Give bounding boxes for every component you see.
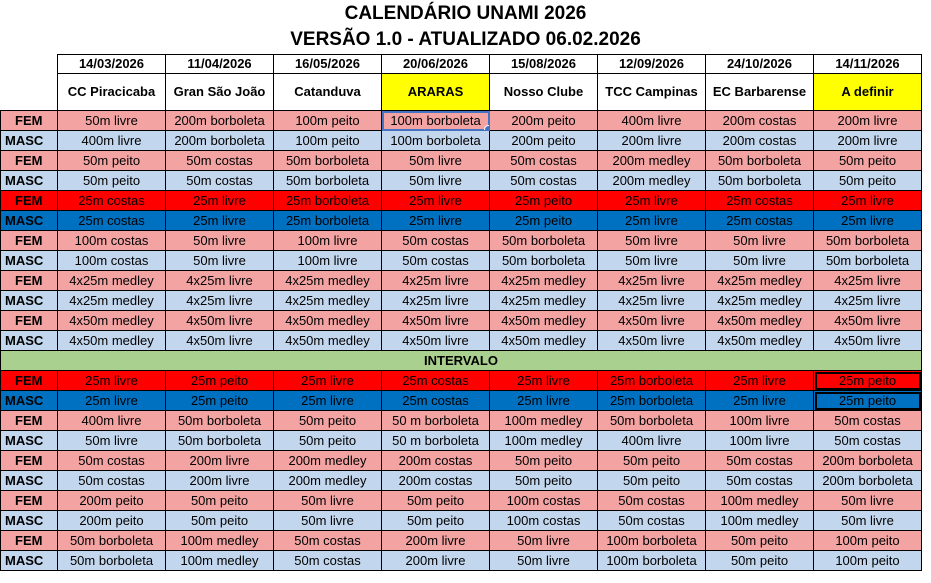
table-row	[1, 331, 922, 351]
event-cell[interactable]: 50 m borboleta	[382, 411, 490, 431]
event-cell[interactable]: 4x50m medley	[490, 311, 598, 331]
table-row	[1, 491, 922, 511]
event-cell[interactable]: 4x25m livre	[814, 271, 922, 291]
event-cell[interactable]: 100m costas	[58, 251, 166, 271]
event-cell[interactable]: 50m borboleta	[598, 411, 706, 431]
calendar-table	[0, 54, 922, 571]
event-cell[interactable]: 50m peito	[490, 451, 598, 471]
event-cell[interactable]: 400m livre	[598, 111, 706, 131]
gender-label[interactable]: MASC	[1, 391, 58, 411]
event-cell[interactable]: 50m costas	[274, 551, 382, 571]
event-cell[interactable]: 100m livre	[706, 431, 814, 451]
table-row	[1, 191, 922, 211]
event-cell[interactable]: 100m peito	[814, 551, 922, 571]
venue-cell[interactable]: ARARAS	[382, 74, 490, 111]
date-cell[interactable]: 11/04/2026	[166, 55, 274, 74]
event-cell[interactable]: 100m costas	[58, 231, 166, 251]
event-cell[interactable]: 4x50m livre	[382, 311, 490, 331]
event-cell[interactable]: 50m borboleta	[166, 431, 274, 451]
event-cell[interactable]: 200m borboleta	[814, 451, 922, 471]
event-cell[interactable]: 200m livre	[166, 471, 274, 491]
gender-label[interactable]: MASC	[1, 431, 58, 451]
event-cell[interactable]: 50m peito	[598, 451, 706, 471]
event-cell[interactable]: 100m costas	[490, 491, 598, 511]
event-cell[interactable]: 100m peito	[274, 111, 382, 131]
event-cell[interactable]: 50m costas	[382, 231, 490, 251]
table-row	[1, 511, 922, 531]
event-cell[interactable]: 50m livre	[490, 551, 598, 571]
gender-label[interactable]: FEM	[1, 491, 58, 511]
event-cell[interactable]: 25m peito	[166, 371, 274, 391]
table-row	[1, 111, 922, 131]
event-cell[interactable]: 50m livre	[814, 511, 922, 531]
event-cell[interactable]: 25m livre	[58, 391, 166, 411]
event-cell[interactable]: 25m costas	[382, 371, 490, 391]
event-cell[interactable]: 50m borboleta	[814, 251, 922, 271]
event-cell[interactable]: 200m costas	[706, 131, 814, 151]
event-cell[interactable]: 100m livre	[274, 251, 382, 271]
event-cell[interactable]: 100m borboleta	[598, 551, 706, 571]
event-cell[interactable]: 200m medley	[598, 151, 706, 171]
event-cell[interactable]: 4x50m livre	[598, 311, 706, 331]
event-cell[interactable]: 4x50m medley	[274, 331, 382, 351]
table-row	[1, 551, 922, 571]
event-cell[interactable]: 50m borboleta	[706, 151, 814, 171]
event-cell[interactable]: 200m livre	[382, 531, 490, 551]
table-row	[1, 271, 922, 291]
event-cell[interactable]: 4x25m medley	[58, 291, 166, 311]
event-cell[interactable]: 100m borboleta	[382, 111, 490, 131]
event-cell[interactable]: 25m livre	[274, 391, 382, 411]
event-cell[interactable]: 50m livre	[166, 251, 274, 271]
table-row	[1, 311, 922, 331]
event-cell[interactable]: 4x50m medley	[274, 311, 382, 331]
event-cell[interactable]: 25m peito	[814, 371, 922, 391]
event-cell[interactable]: 50m livre	[274, 491, 382, 511]
date-cell[interactable]: 16/05/2026	[274, 55, 382, 74]
event-cell[interactable]: 200m costas	[382, 471, 490, 491]
date-row	[1, 55, 922, 74]
gender-label[interactable]: FEM	[1, 231, 58, 251]
event-cell[interactable]: 4x50m livre	[814, 311, 922, 331]
gender-label[interactable]: MASC	[1, 511, 58, 531]
event-cell[interactable]: 200m livre	[814, 131, 922, 151]
event-cell[interactable]: 25m peito	[814, 391, 922, 411]
event-cell[interactable]: 50m costas	[166, 151, 274, 171]
table-row	[1, 531, 922, 551]
gender-label[interactable]: FEM	[1, 311, 58, 331]
gender-label[interactable]: MASC	[1, 471, 58, 491]
event-cell[interactable]: 25m livre	[814, 191, 922, 211]
event-cell[interactable]: 4x50m medley	[58, 311, 166, 331]
table-row	[1, 231, 922, 251]
event-cell[interactable]: 100m costas	[490, 511, 598, 531]
event-cell[interactable]: 50m peito	[58, 171, 166, 191]
event-cell[interactable]: 50m costas	[490, 171, 598, 191]
event-cell[interactable]: 50m costas	[598, 511, 706, 531]
table-row	[1, 291, 922, 311]
event-cell[interactable]: 25m livre	[706, 391, 814, 411]
event-cell[interactable]: 4x25m medley	[490, 271, 598, 291]
venue-cell[interactable]: Catanduva	[274, 74, 382, 111]
event-cell[interactable]: 25m borboleta	[598, 391, 706, 411]
event-cell[interactable]: 100m livre	[706, 411, 814, 431]
event-cell[interactable]: 50m livre	[382, 171, 490, 191]
date-cell[interactable]: 15/08/2026	[490, 55, 598, 74]
corner-cell[interactable]	[1, 74, 58, 111]
date-cell[interactable]: 14/03/2026	[58, 55, 166, 74]
event-cell[interactable]: 50m borboleta	[274, 171, 382, 191]
event-cell[interactable]: 100m medley	[166, 531, 274, 551]
event-cell[interactable]: 200m costas	[382, 451, 490, 471]
event-cell[interactable]: 100m medley	[490, 411, 598, 431]
event-cell[interactable]: 50m peito	[814, 151, 922, 171]
event-cell[interactable]: 4x25m medley	[490, 291, 598, 311]
event-cell[interactable]: 25m costas	[706, 191, 814, 211]
event-cell[interactable]: 50m livre	[382, 151, 490, 171]
event-cell[interactable]: 50m borboleta	[814, 231, 922, 251]
gender-label[interactable]: FEM	[1, 191, 58, 211]
event-cell[interactable]: 25m costas	[706, 211, 814, 231]
venue-cell[interactable]: Nosso Clube	[490, 74, 598, 111]
event-cell[interactable]: 50m livre	[814, 491, 922, 511]
event-cell[interactable]: 25m livre	[274, 371, 382, 391]
event-cell[interactable]: 25m borboleta	[274, 191, 382, 211]
event-cell[interactable]: 200m peito	[58, 511, 166, 531]
event-cell[interactable]: 4x25m livre	[598, 271, 706, 291]
fill-handle[interactable]	[484, 125, 490, 131]
event-cell[interactable]: 25m livre	[382, 211, 490, 231]
event-cell[interactable]: 4x50m medley	[58, 331, 166, 351]
sheet-subtitle[interactable]: VERSÃO 1.0 - ATUALIZADO 06.02.2026	[290, 29, 641, 50]
event-cell[interactable]: 25m borboleta	[598, 371, 706, 391]
event-cell[interactable]: 200m borboleta	[814, 471, 922, 491]
gender-label[interactable]: MASC	[1, 291, 58, 311]
event-cell[interactable]: 25m livre	[58, 371, 166, 391]
event-cell[interactable]: 4x50m livre	[814, 331, 922, 351]
event-cell[interactable]: 50m livre	[706, 231, 814, 251]
event-cell[interactable]: 50m costas	[58, 451, 166, 471]
event-cell[interactable]: 200m medley	[274, 471, 382, 491]
event-cell[interactable]: 100m peito	[814, 531, 922, 551]
gender-label[interactable]: FEM	[1, 271, 58, 291]
event-cell[interactable]: 200m livre	[598, 131, 706, 151]
event-cell[interactable]: 25m costas	[58, 211, 166, 231]
event-cell[interactable]: 4x25m medley	[706, 271, 814, 291]
event-cell[interactable]: 50m livre	[598, 231, 706, 251]
event-cell[interactable]: 50m costas	[166, 171, 274, 191]
gender-label[interactable]: MASC	[1, 131, 58, 151]
venue-cell[interactable]: TCC Campinas	[598, 74, 706, 111]
event-cell[interactable]: 4x50m medley	[706, 331, 814, 351]
gender-label[interactable]: MASC	[1, 551, 58, 571]
event-cell[interactable]: 4x25m medley	[58, 271, 166, 291]
event-cell[interactable]: 200m borboleta	[166, 131, 274, 151]
event-cell[interactable]: 50m peito	[598, 471, 706, 491]
event-cell[interactable]: 4x25m livre	[166, 271, 274, 291]
event-cell[interactable]: 100m livre	[274, 231, 382, 251]
event-cell[interactable]: 50m borboleta	[166, 411, 274, 431]
event-cell[interactable]: 50m livre	[58, 431, 166, 451]
gender-label[interactable]: MASC	[1, 331, 58, 351]
table-row	[1, 391, 922, 411]
event-cell[interactable]: 200m medley	[274, 451, 382, 471]
event-cell[interactable]: 400m livre	[58, 411, 166, 431]
venue-cell[interactable]: EC Barbarense	[706, 74, 814, 111]
event-cell[interactable]: 50m peito	[382, 511, 490, 531]
event-cell[interactable]: 50m peito	[706, 551, 814, 571]
gender-label[interactable]: FEM	[1, 111, 58, 131]
table-row	[1, 471, 922, 491]
event-cell[interactable]: 50m costas	[706, 471, 814, 491]
date-cell[interactable]: 14/11/2026	[814, 55, 922, 74]
event-cell[interactable]: 50m peito	[814, 171, 922, 191]
event-cell[interactable]: 4x50m medley	[490, 331, 598, 351]
event-cell[interactable]: 50m borboleta	[274, 151, 382, 171]
event-cell[interactable]: 4x50m livre	[166, 331, 274, 351]
event-cell[interactable]: 50m livre	[166, 231, 274, 251]
event-cell[interactable]: 50m borboleta	[706, 171, 814, 191]
table-row	[1, 451, 922, 471]
event-cell[interactable]: 50m peito	[490, 471, 598, 491]
event-cell[interactable]: 4x25m livre	[382, 291, 490, 311]
event-cell[interactable]: 4x25m livre	[166, 291, 274, 311]
gender-label[interactable]: FEM	[1, 151, 58, 171]
event-cell[interactable]: 200m costas	[706, 111, 814, 131]
event-cell[interactable]: 25m borboleta	[274, 211, 382, 231]
event-cell[interactable]: 50m costas	[382, 251, 490, 271]
event-cell[interactable]: 100m borboleta	[382, 131, 490, 151]
date-cell[interactable]: 24/10/2026	[706, 55, 814, 74]
event-cell[interactable]: 100m medley	[706, 511, 814, 531]
event-cell[interactable]: 50m livre	[598, 251, 706, 271]
event-cell[interactable]: 4x25m livre	[382, 271, 490, 291]
event-cell[interactable]: 25m peito	[166, 391, 274, 411]
gender-label[interactable]: FEM	[1, 451, 58, 471]
event-cell[interactable]: 50m peito	[706, 531, 814, 551]
event-cell[interactable]: 50m livre	[706, 251, 814, 271]
event-cell[interactable]: 50m costas	[814, 411, 922, 431]
corner-cell[interactable]	[1, 55, 58, 74]
event-cell[interactable]: 200m peito	[58, 491, 166, 511]
gender-label[interactable]: MASC	[1, 171, 58, 191]
event-cell[interactable]: 4x25m medley	[706, 291, 814, 311]
event-cell[interactable]: 50m costas	[598, 491, 706, 511]
event-cell[interactable]: 400m livre	[598, 431, 706, 451]
table-row	[1, 131, 922, 151]
event-cell[interactable]: 50m peito	[274, 431, 382, 451]
event-cell[interactable]: 50m costas	[490, 151, 598, 171]
table-row	[1, 411, 922, 431]
table-row	[1, 151, 922, 171]
event-cell[interactable]: 50m livre	[58, 111, 166, 131]
venue-cell[interactable]: A definir	[814, 74, 922, 111]
gender-label[interactable]: FEM	[1, 411, 58, 431]
gender-label[interactable]: MASC	[1, 251, 58, 271]
event-cell[interactable]: 100m borboleta	[598, 531, 706, 551]
event-cell[interactable]: 50m costas	[706, 451, 814, 471]
event-cell[interactable]: 50m peito	[274, 411, 382, 431]
event-cell[interactable]: 50m costas	[58, 471, 166, 491]
gender-label[interactable]: MASC	[1, 211, 58, 231]
event-cell[interactable]: 4x50m livre	[166, 311, 274, 331]
event-cell[interactable]: 200m peito	[490, 111, 598, 131]
event-cell[interactable]: 400m livre	[58, 131, 166, 151]
event-cell[interactable]: 200m borboleta	[166, 111, 274, 131]
event-cell[interactable]: 200m livre	[166, 451, 274, 471]
event-cell[interactable]: 200m livre	[382, 551, 490, 571]
event-cell[interactable]: 25m livre	[706, 371, 814, 391]
event-cell[interactable]: 4x50m livre	[598, 331, 706, 351]
event-cell[interactable]: 4x25m livre	[598, 291, 706, 311]
event-cell[interactable]: 25m livre	[598, 211, 706, 231]
table-row	[1, 171, 922, 191]
event-cell[interactable]: 4x25m livre	[814, 291, 922, 311]
event-cell[interactable]: 50m peito	[58, 151, 166, 171]
event-cell[interactable]: 50m costas	[814, 431, 922, 451]
table-row	[1, 251, 922, 271]
event-cell[interactable]: 25m livre	[490, 371, 598, 391]
event-cell[interactable]: 25m livre	[598, 191, 706, 211]
gender-label[interactable]: FEM	[1, 531, 58, 551]
event-cell[interactable]: 4x50m medley	[706, 311, 814, 331]
event-cell[interactable]: 4x25m medley	[274, 291, 382, 311]
event-cell[interactable]: 25m livre	[814, 211, 922, 231]
event-cell[interactable]: 25m peito	[490, 191, 598, 211]
gender-label[interactable]: FEM	[1, 371, 58, 391]
event-cell[interactable]: 100m medley	[490, 431, 598, 451]
venue-cell[interactable]: Gran São João	[166, 74, 274, 111]
sheet-title[interactable]: CALENDÁRIO UNAMI 2026	[344, 3, 587, 24]
date-cell[interactable]: 20/06/2026	[382, 55, 490, 74]
event-cell[interactable]: 25m peito	[490, 211, 598, 231]
event-cell[interactable]: 50m peito	[382, 491, 490, 511]
table-row	[1, 431, 922, 451]
event-cell[interactable]: 50m livre	[274, 511, 382, 531]
event-cell[interactable]: 25m livre	[166, 211, 274, 231]
event-cell[interactable]: 50m peito	[166, 511, 274, 531]
event-cell[interactable]: 50m livre	[490, 531, 598, 551]
date-cell[interactable]: 12/09/2026	[598, 55, 706, 74]
event-cell[interactable]: 25m livre	[166, 191, 274, 211]
event-cell[interactable]: 25m costas	[382, 391, 490, 411]
interval-row	[1, 351, 922, 371]
event-cell[interactable]: 50m borboleta	[58, 551, 166, 571]
event-cell[interactable]: 25m livre	[490, 391, 598, 411]
event-cell[interactable]: 50 m borboleta	[382, 431, 490, 451]
event-cell[interactable]: 100m medley	[166, 551, 274, 571]
event-cell[interactable]: 4x50m livre	[382, 331, 490, 351]
event-cell[interactable]: 4x25m medley	[274, 271, 382, 291]
event-cell[interactable]: 100m peito	[274, 131, 382, 151]
interval-label[interactable]: INTERVALO	[1, 351, 922, 371]
event-cell[interactable]: 100m medley	[706, 491, 814, 511]
event-cell[interactable]: 50m costas	[274, 531, 382, 551]
event-cell[interactable]: 50m borboleta	[490, 231, 598, 251]
event-cell[interactable]: 25m livre	[382, 191, 490, 211]
event-cell[interactable]: 50m borboleta	[58, 531, 166, 551]
event-cell[interactable]: 200m livre	[814, 111, 922, 131]
event-cell[interactable]: 200m peito	[490, 131, 598, 151]
venue-cell[interactable]: CC Piracicaba	[58, 74, 166, 111]
event-cell[interactable]: 25m costas	[58, 191, 166, 211]
event-cell[interactable]: 50m peito	[166, 491, 274, 511]
table-row	[1, 371, 922, 391]
venue-row	[1, 74, 922, 111]
table-row	[1, 211, 922, 231]
event-cell[interactable]: 50m borboleta	[490, 251, 598, 271]
event-cell[interactable]: 200m medley	[598, 171, 706, 191]
